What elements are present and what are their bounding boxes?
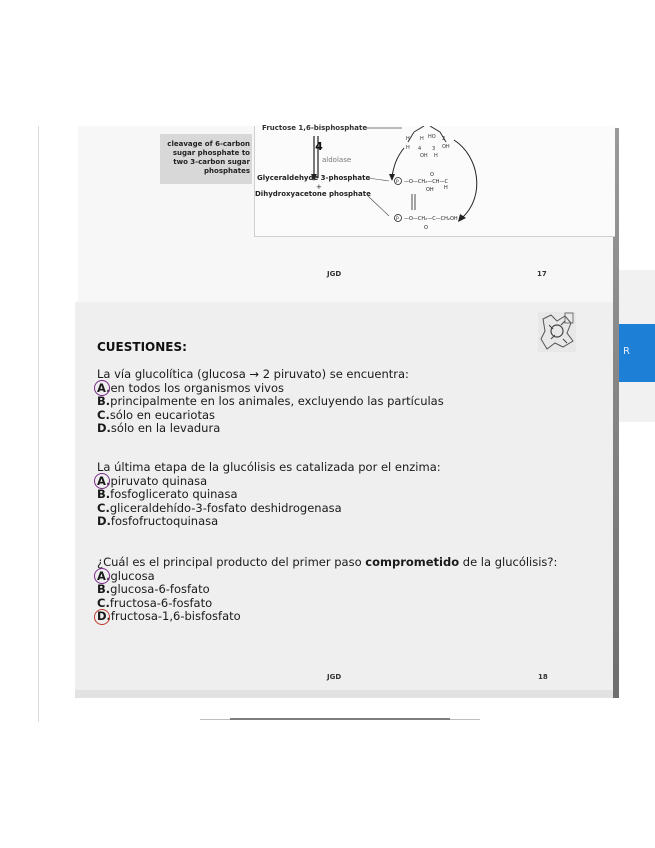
option-letter: D. — [97, 514, 111, 528]
plus-sign: + — [316, 183, 322, 191]
background-blue-tab — [619, 324, 655, 382]
option-a — [97, 382, 444, 396]
edge-tab-text: R — [623, 346, 630, 357]
caption-line: cleavage of 6-carbon — [167, 140, 250, 148]
option-text: en todos los organismos vivos — [110, 380, 285, 395]
option-letter: B. — [97, 487, 111, 501]
stem-part: de la glucólisis?: — [459, 555, 558, 569]
answer-circle-mark — [94, 568, 110, 584]
option-d — [97, 422, 444, 436]
option-b — [97, 395, 444, 409]
option-letter: C. — [97, 595, 110, 610]
option-letter: A. — [97, 380, 111, 395]
svg-text:P: P — [396, 217, 399, 222]
page-17-footer-initials: JGD — [327, 270, 342, 278]
page-17-number: 17 — [537, 270, 547, 278]
option-letter: C. — [97, 500, 110, 515]
caption-line: phosphates — [204, 167, 250, 175]
question-stem: La última etapa de la glucólisis es catalizada por el enzima: — [97, 460, 441, 474]
option-text: principalmente en los animales, excluyendo las partículas — [110, 394, 444, 408]
option-d — [97, 515, 441, 529]
option-a — [97, 475, 441, 489]
fructose-bisphosphate-label: Fructose 1,6-bisphosphate — [262, 124, 368, 132]
option-text: gliceraldehído-3-fosfato deshidrogenasa — [109, 500, 342, 515]
question-stem — [97, 556, 557, 570]
svg-text:—O—CH₂—C—CH₂OH: —O—CH₂—C—CH₂OH — [404, 216, 458, 222]
scan-edge-bottom — [230, 718, 450, 720]
option-text: piruvato quinasa — [110, 473, 208, 488]
option-letter: D. — [97, 421, 111, 435]
page-18-footer-initials: JGD — [327, 673, 342, 681]
stamp-icon — [537, 311, 577, 353]
option-letter: B. — [97, 394, 111, 408]
question-2 — [97, 461, 441, 529]
figure-caption — [162, 140, 250, 176]
svg-text:HO: HO — [428, 134, 436, 140]
option-text: fructosa-1,6-bisfosfato — [110, 609, 241, 623]
option-letter: D. — [97, 609, 111, 623]
glyceraldehyde-3-phosphate-label: Glyceraldehyde 3-phosphate — [257, 174, 371, 182]
svg-text:OH: OH — [442, 144, 450, 150]
caption-line: two 3-carbon sugar — [173, 158, 250, 166]
background-strip — [619, 270, 655, 324]
scan-edge-left — [38, 126, 39, 722]
svg-text:H: H — [444, 185, 448, 191]
option-letter: C. — [97, 407, 110, 422]
svg-text:O: O — [424, 225, 428, 231]
svg-text:H: H — [406, 145, 410, 151]
option-c — [97, 502, 441, 516]
option-text: sólo en eucariotas — [109, 407, 215, 422]
page-18-bottom-edge — [75, 690, 613, 698]
svg-text:H: H — [420, 136, 424, 142]
svg-text:O: O — [430, 172, 434, 178]
svg-text:2: 2 — [442, 136, 446, 142]
option-text: glucosa-6-fosfato — [110, 582, 210, 596]
option-c — [97, 409, 444, 423]
option-text: fosfoglicerato quinasa — [110, 487, 238, 501]
option-b — [97, 488, 441, 502]
glycolysis-diagram-drawing — [254, 126, 614, 238]
svg-text:4: 4 — [418, 146, 422, 152]
svg-text:3: 3 — [432, 146, 436, 152]
svg-text:OH: OH — [426, 187, 434, 193]
svg-text:—O—CH₂—CH—C: —O—CH₂—CH—C — [404, 179, 448, 185]
dihydroxyacetone-phosphate-label: Dihydroxyacetone phosphate — [255, 190, 371, 198]
caption-line: sugar phosphate to — [172, 149, 250, 157]
question-3 — [97, 556, 557, 624]
svg-text:P: P — [396, 180, 399, 185]
svg-text:H: H — [406, 136, 410, 142]
option-letter: B. — [97, 582, 111, 596]
option-text: fructosa-6-fosfato — [109, 595, 213, 610]
answer-circle-mark — [94, 473, 110, 489]
option-a — [97, 570, 557, 584]
option-letter: A. — [97, 473, 111, 488]
svg-text:OH: OH — [420, 153, 428, 159]
svg-text:H: H — [434, 153, 438, 159]
question-stem: La vía glucolítica (glucosa → 2 piruvato) se encuentra: — [97, 367, 409, 381]
answer-circle-mark — [94, 380, 110, 396]
scan-edge-bottom — [200, 719, 230, 720]
question-1 — [97, 368, 444, 436]
option-letter: A. — [97, 568, 111, 583]
step-number: 4 — [315, 140, 323, 153]
background-strip — [619, 382, 655, 422]
enzyme-label: aldolase — [322, 156, 352, 164]
option-text: glucosa — [110, 568, 155, 583]
answer-circle-mark — [94, 609, 110, 625]
page-18-number: 18 — [538, 673, 548, 681]
option-d — [97, 610, 557, 624]
section-heading: CUESTIONES: — [97, 340, 187, 354]
stem-part: ¿Cuál es el principal producto del primer paso — [97, 555, 366, 569]
option-text: sólo en la levadura — [110, 421, 221, 435]
scan-edge-bottom — [450, 719, 480, 720]
option-c — [97, 597, 557, 611]
stem-emphasis: comprometido — [365, 555, 460, 569]
option-b — [97, 583, 557, 597]
option-text: fosfofructoquinasa — [110, 514, 219, 528]
